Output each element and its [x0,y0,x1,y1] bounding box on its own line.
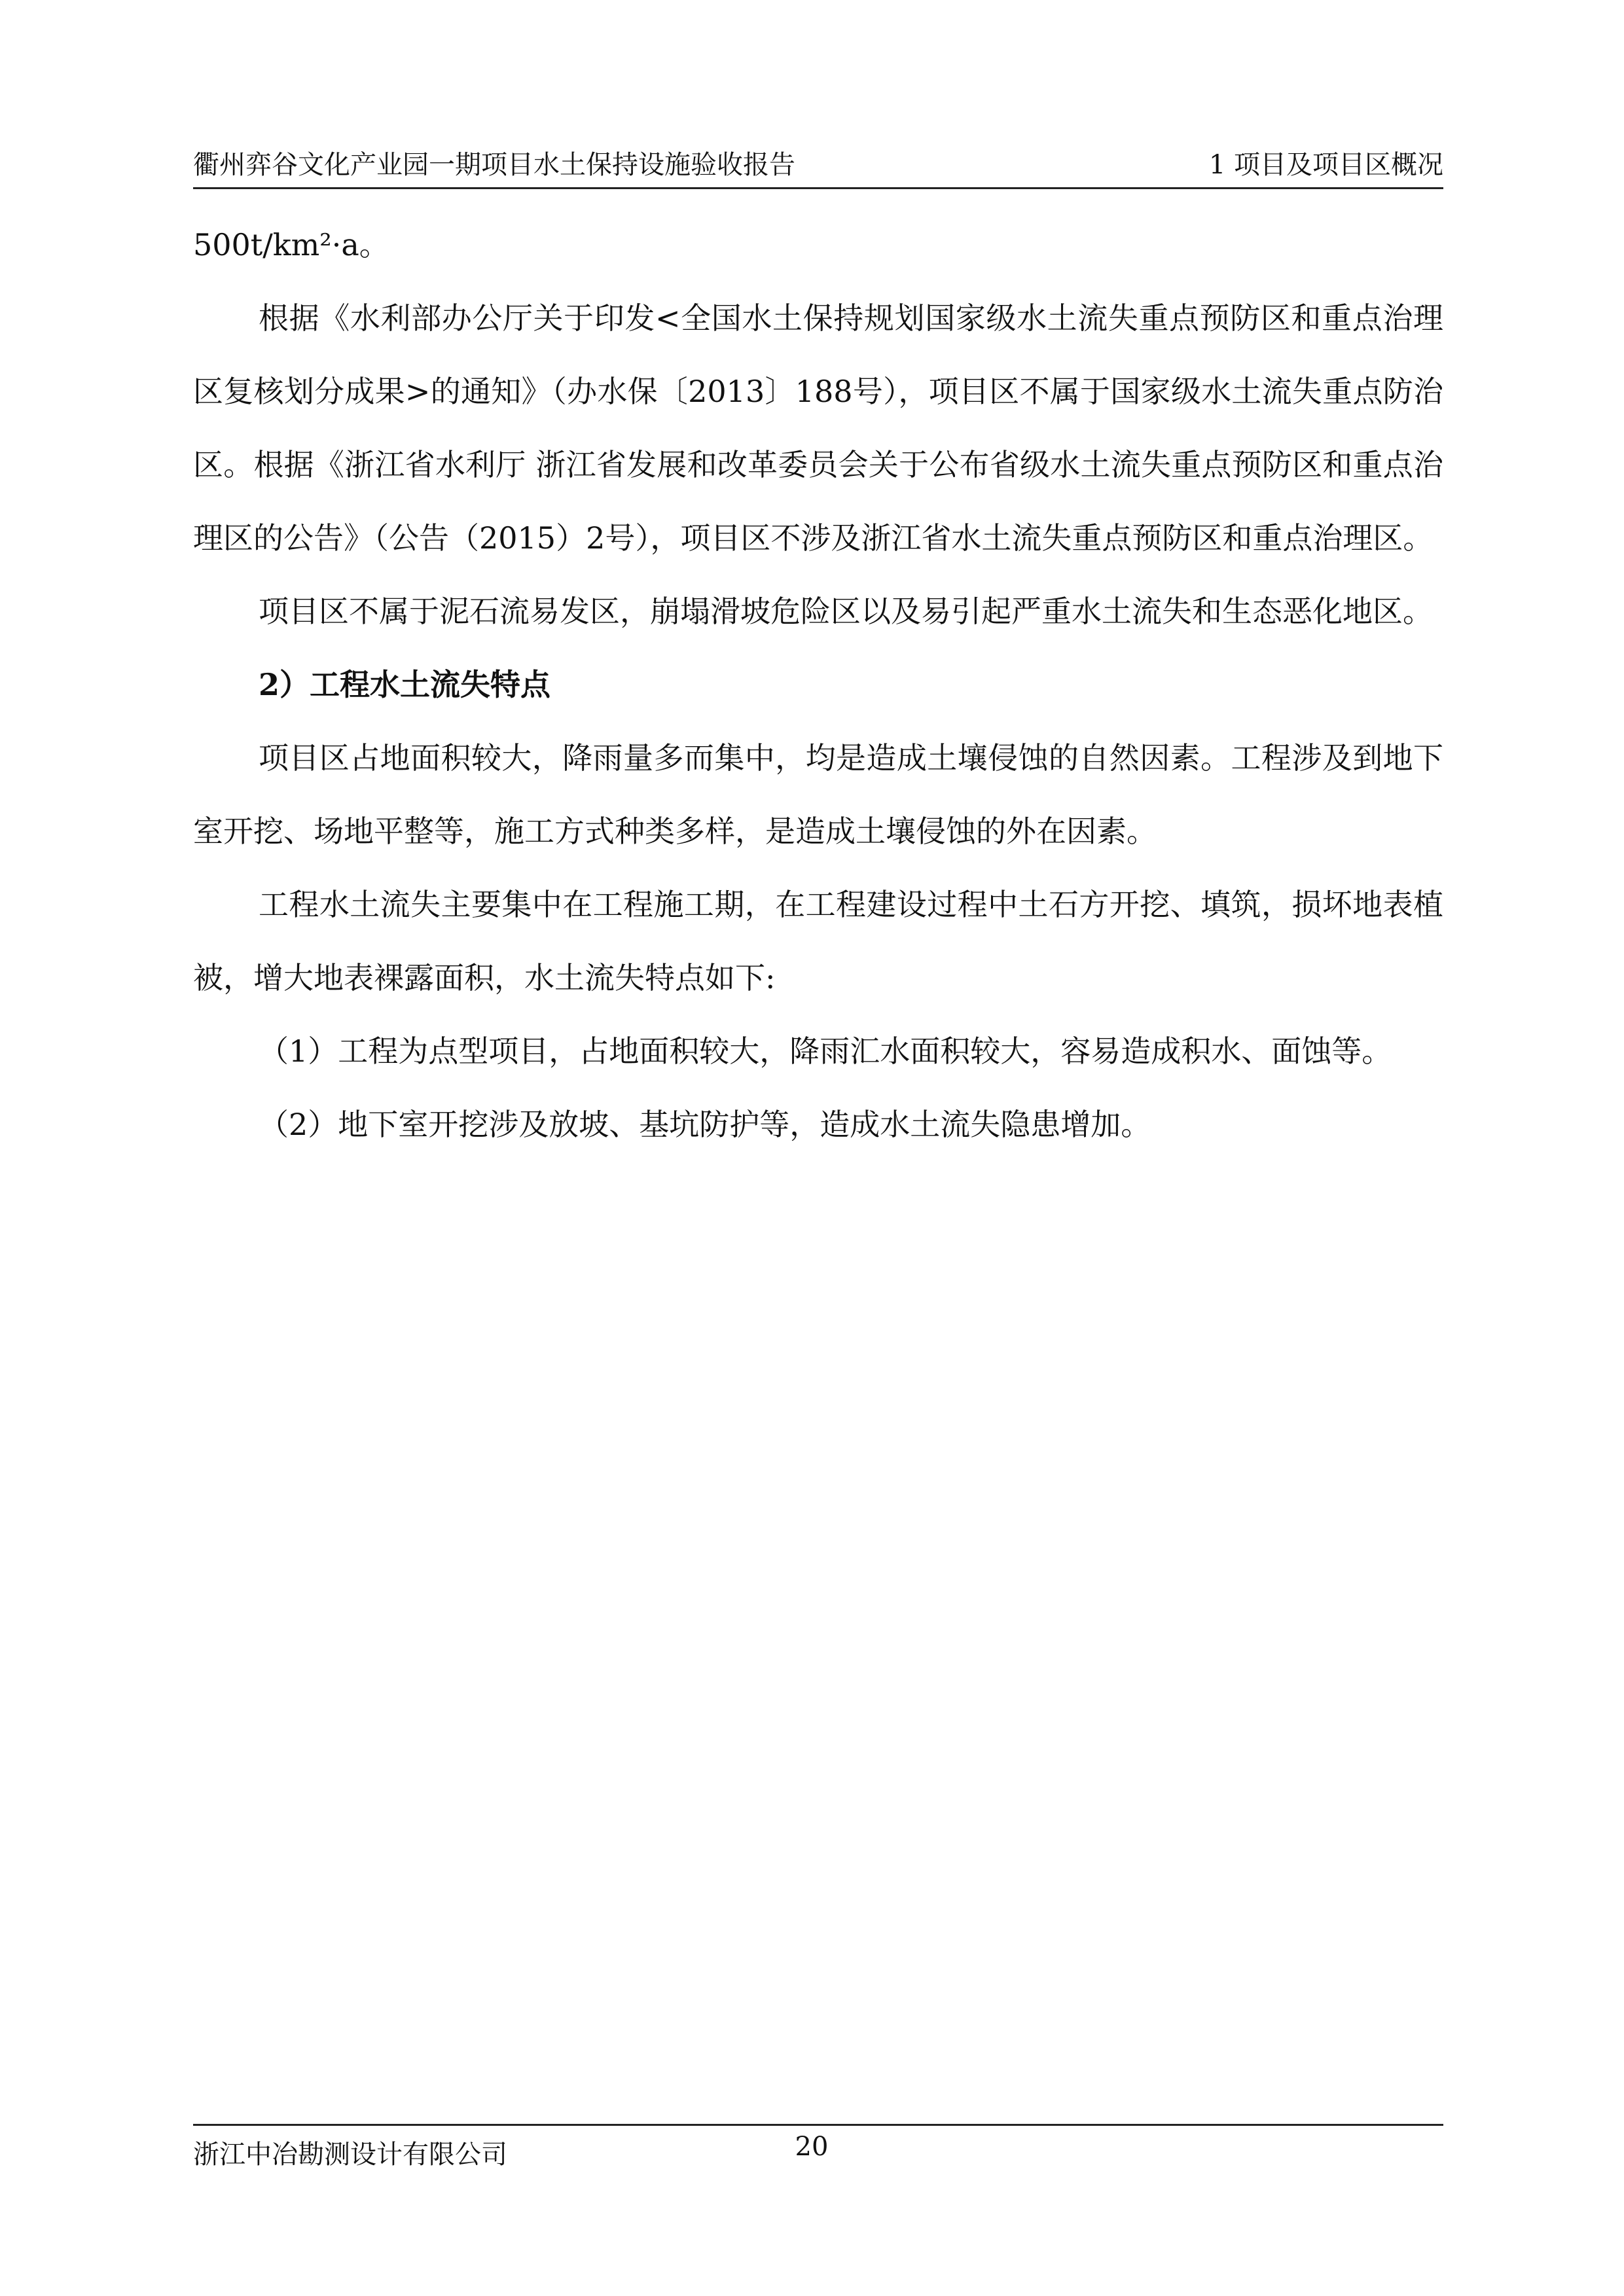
page-number: 20 [795,2132,829,2162]
page-header [193,145,1443,187]
footer-company: 浙江中冶勘测设计有限公司 [193,2140,507,2170]
header-document-title: 衢州弈谷文化产业园一期项目水土保持设施验收报告 [193,150,795,180]
list-item-2: （2）地下室开挖涉及放坡、基坑防护等，造成水土流失隐患增加。 [259,1107,1151,1142]
paragraph-hazard-zones: 项目区不属于泥石流易发区，崩塌滑坡危险区以及易引起严重水土流失和生态恶化地区。 [259,594,1433,629]
document-body [193,208,1443,1161]
paragraph-continuation: 500t/km²·a。 [193,227,389,262]
header-section-title: 1 项目及项目区概况 [1208,150,1443,180]
paragraph-erosion-period: 工程水土流失主要集中在工程施工期，在工程建设过程中土石方开挖、填筑，损坏地表植被，增大地表裸露面积，水土流失特点如下: [193,887,1443,996]
paragraph-prevention-zones: 根据《水利部办公厅关于印发<全国水土保持规划国家级水土流失重点预防区和重点治理区复核划分成果>的通知》（办水保〔2013〕188号），项目区不属于国家级水土流失重点防治区。根据《浙江省水利厅 浙江省发展和改革委员会关于公布省级水土流失重点预防区和重点治理区的公告》（公告（2015）2号），项目区不涉及浙江省水土流失重点预防区和重点治理区。 [193,300,1443,556]
footer-divider [193,2124,1443,2126]
header-divider [193,187,1443,189]
paragraph-erosion-factors: 项目区占地面积较大，降雨量多而集中，均是造成土壤侵蚀的自然因素。工程涉及到地下室开挖、场地平整等，施工方式种类多样，是造成土壤侵蚀的外在因素。 [193,740,1443,849]
list-item-1: （1）工程为点型项目，占地面积较大，降雨汇水面积较大，容易造成积水、面蚀等。 [259,1033,1392,1069]
section-heading: 2）工程水土流失特点 [259,667,551,702]
